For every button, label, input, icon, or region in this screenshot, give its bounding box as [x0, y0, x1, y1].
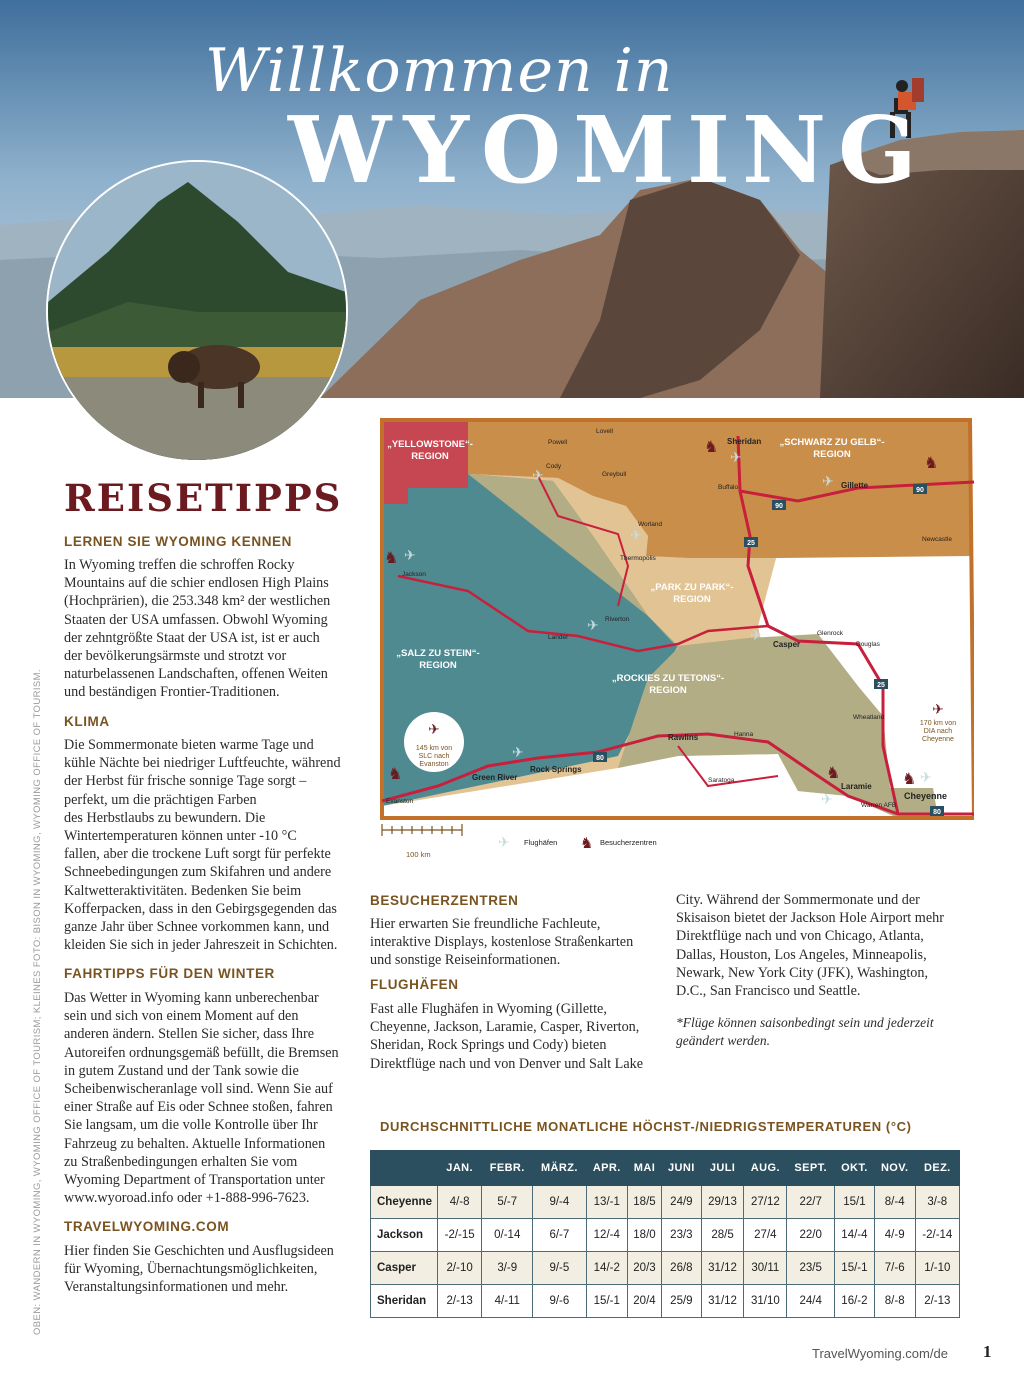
town-label: Powell [548, 439, 568, 446]
town-label: Cody [546, 463, 562, 470]
airport-icon: ✈ [532, 468, 544, 484]
temp-cell: 7/-6 [874, 1252, 915, 1285]
town-label: Thermopolis [620, 555, 656, 562]
map-region-label: REGION [649, 685, 687, 696]
temp-cell: 6/-7 [533, 1219, 586, 1252]
highway-shield: 90 [775, 503, 783, 510]
town-label: Cheyenne [904, 791, 948, 801]
map-region-label: REGION [419, 660, 457, 671]
month-header: SEPT. [787, 1151, 835, 1186]
temp-cell: 25/9 [661, 1285, 701, 1318]
airport-icon: ✈ [630, 528, 642, 544]
airport-icon: ✈ [428, 722, 440, 738]
map-scale-label: 100 km [406, 850, 431, 859]
town-label: Casper [773, 640, 801, 649]
map-region-label: REGION [411, 451, 449, 462]
airport-icon: ✈ [920, 770, 932, 786]
city-cell: Jackson [371, 1219, 438, 1252]
temp-cell: 27/4 [744, 1219, 787, 1252]
table-title: DURCHSCHNITTLICHE MONATLICHE HÖCHST-/NIEDRIGSTEMPERATUREN (°C) [380, 1119, 912, 1134]
photo-credit: OBEN: WANDERN IN WYOMING, WYOMING OFFICE OF TOURISM; KLEINES FOTO: BISON IN WYOMING, WYOMING OFFICE OF TOURISM. [32, 669, 43, 1335]
temp-cell: 16/-2 [835, 1285, 875, 1318]
temp-cell: 2/-10 [438, 1252, 482, 1285]
temp-cell: 30/11 [744, 1252, 787, 1285]
temp-cell: 20/4 [627, 1285, 661, 1318]
airport-icon: ✈ [498, 835, 510, 851]
airport-icon: ✈ [730, 450, 742, 466]
section-title: REISETIPPS [64, 476, 343, 520]
temp-cell: 2/-13 [915, 1285, 959, 1318]
temp-cell: 12/-4 [586, 1219, 627, 1252]
table-header-corner [371, 1151, 438, 1186]
map-region-label: „PARK ZU PARK“- [650, 582, 734, 593]
highway-shield: 25 [877, 682, 885, 689]
heading-winter: FAHRTIPPS FÜR DEN WINTER [64, 966, 275, 981]
legend-visitor: Besucherzentren [600, 838, 657, 847]
town-label: Wheatland [853, 714, 885, 721]
table-row [371, 1252, 960, 1285]
city-cell: Casper [371, 1252, 438, 1285]
text-besucher: Hier erwarten Sie freundliche Fachleute, interaktive Displays, kostenlose Straßenkarten und sonstige Reiseinformationen. [370, 916, 634, 969]
temp-cell: 8/-8 [874, 1285, 915, 1318]
town-label: Saratoga [708, 777, 735, 784]
airport-icon: ✈ [821, 792, 833, 808]
footer-link[interactable]: TravelWyoming.com/de [812, 1346, 948, 1361]
town-label: Hanna [734, 731, 754, 738]
temp-cell: 4/-8 [438, 1186, 482, 1219]
temp-cell: 27/12 [744, 1186, 787, 1219]
map-region-label: „SCHWARZ ZU GELB“- [779, 437, 885, 448]
temp-cell: 28/5 [701, 1219, 744, 1252]
visitor-center-icon: ♞ [704, 437, 719, 456]
month-header: DEZ. [915, 1151, 959, 1186]
month-header: AUG. [744, 1151, 787, 1186]
temp-cell: 14/-2 [586, 1252, 627, 1285]
table-row [371, 1219, 960, 1252]
town-label: Newcastle [922, 536, 952, 543]
airport-icon: ✈ [512, 745, 524, 761]
temp-cell: 9/-6 [533, 1285, 586, 1318]
map-region-label: REGION [813, 449, 851, 460]
airport-icon: ✈ [822, 474, 834, 490]
visitor-center-icon: ♞ [924, 453, 939, 472]
town-label: Gillette [841, 481, 869, 490]
temp-cell: 29/13 [701, 1186, 744, 1219]
temp-cell: 2/-13 [438, 1285, 482, 1318]
temp-cell: 23/3 [661, 1219, 701, 1252]
temp-cell: 20/3 [627, 1252, 661, 1285]
town-label: Lander [548, 634, 569, 641]
town-label: Green River [472, 773, 518, 782]
temp-cell: 18/0 [627, 1219, 661, 1252]
region-map [378, 416, 974, 864]
temp-cell: 1/-10 [915, 1252, 959, 1285]
airport-icon: ✈ [587, 618, 599, 634]
airport-icon: ✈ [932, 702, 944, 718]
map-scale-bar [382, 824, 462, 836]
table-row [371, 1285, 960, 1318]
visitor-center-icon: ♞ [580, 834, 594, 852]
visitor-center-icon: ♞ [384, 548, 399, 567]
airport-icon: ✈ [404, 548, 416, 564]
temp-cell: 9/-5 [533, 1252, 586, 1285]
table-header-row [371, 1151, 960, 1186]
highway-shield: 90 [916, 487, 924, 494]
text-winter: Das Wetter in Wyoming kann unberechenbar sein und sich von einem Moment auf den anderen ändern. Stellen Sie sicher, dass Ihre Autoreifen ordnungsgemäß befüllt, die Bremsen in gutem Zustand und der Tank sowie die Scheibenwischeranlage voll sind. Wenn Sie auf einer Straße auf Eis oder Schnee stoßen, fahren Sie langsam, um die volle Kontrolle über Ihr Fahrzeug zu behalten. Aktuelle Informationen zu Straßenbedingungen erhalten Sie vom Wyoming Department of Transportation unter www.wyoroad.info oder +1-888-996-7623. [64, 990, 339, 1207]
visitor-center-icon: ♞ [902, 769, 917, 788]
city-cell: Cheyenne [371, 1186, 438, 1219]
highway-shield: 80 [933, 809, 941, 816]
page-number: 1 [983, 1342, 992, 1361]
temp-cell: 14/-4 [835, 1219, 875, 1252]
town-label: Rawlins [668, 733, 699, 742]
airport-icon: ✈ [750, 628, 762, 644]
month-header: APR. [586, 1151, 627, 1186]
temp-cell: 22/7 [787, 1186, 835, 1219]
text-know: In Wyoming treffen die schroffen Rocky Mountains auf die schier endlosen High Plains (Hochprärien), die 253.348 km² der westlichen Staaten der USA umfassen. Obwohl Wyoming der zehntgrößte Staat der USA ist, ist er auch der bevölkerungsärmste und strotzt vor naturbelassenen Landschaften, offenen Weiten und beständigen Frontier-Traditionen. [64, 557, 331, 701]
temp-cell: 15/-1 [835, 1252, 875, 1285]
temp-cell: 8/-4 [874, 1186, 915, 1219]
text-flug-continued: City. Während der Sommermonate und der Skisaison bietet der Jackson Hole Airport mehr Direktflüge nach und von Chicago, Atlanta, Dallas, Houston, Los Angeles, Minneapolis, Newark, New York City (JFK), Washington, D.C., San Francisco und Seattle. [676, 892, 944, 1000]
month-header: NOV. [874, 1151, 915, 1186]
highway-shield: 80 [596, 755, 604, 762]
temp-cell: 4/-9 [874, 1219, 915, 1252]
temp-cell: 3/-8 [915, 1186, 959, 1219]
map-region-label: „ROCKIES ZU TETONS“- [611, 673, 725, 684]
town-label: Riverton [605, 616, 630, 623]
temp-cell: -2/-15 [438, 1219, 482, 1252]
town-label: Jackson [402, 571, 426, 578]
map-region-label: „SALZ ZU STEIN“- [396, 648, 480, 659]
visitor-center-icon: ♞ [826, 763, 841, 782]
month-header: JUNI [661, 1151, 701, 1186]
temp-cell: 15/-1 [586, 1285, 627, 1318]
flight-note: *Flüge können saisonbedingt sein und jederzeit geändert werden. [676, 1015, 934, 1049]
temp-cell: 22/0 [787, 1219, 835, 1252]
temp-cell: 4/-11 [482, 1285, 533, 1318]
temp-cell: 0/-14 [482, 1219, 533, 1252]
heading-klima: KLIMA [64, 714, 110, 729]
town-label: Evanston [386, 798, 414, 805]
month-header: OKT. [835, 1151, 875, 1186]
temperature-table [370, 1150, 960, 1318]
month-header: MÄRZ. [533, 1151, 586, 1186]
bison-photo [46, 160, 348, 462]
month-header: JULI [701, 1151, 744, 1186]
temp-cell: 24/9 [661, 1186, 701, 1219]
svg-text:145 km vonSLC nachEvanston: 145 km von SLC nach Evanston [415, 745, 453, 768]
heading-flug: FLUGHÄFEN [370, 977, 459, 992]
town-label: Worland [638, 521, 663, 528]
heading-travel: TRAVELWYOMING.COM [64, 1219, 230, 1234]
town-label: Sheridan [727, 437, 762, 446]
town-label: Lovell [596, 428, 613, 435]
town-label: Rock Springs [530, 765, 582, 774]
temp-cell: 9/-4 [533, 1186, 586, 1219]
town-label: Glenrock [817, 630, 844, 637]
city-cell: Sheridan [371, 1285, 438, 1318]
town-label: Greybull [602, 471, 627, 478]
hero-title-main: WYOMING [288, 96, 929, 204]
temp-cell: 26/8 [661, 1252, 701, 1285]
month-header: FEBR. [482, 1151, 533, 1186]
temp-cell: 13/-1 [586, 1186, 627, 1219]
table-row [371, 1186, 960, 1219]
visitor-center-icon: ♞ [388, 764, 403, 783]
text-travel: Hier finden Sie Geschichten und Ausflugsideen für Wyoming, Übernachtungsmöglichkeiten, Veranstaltungsinformationen und mehr. [64, 1243, 334, 1296]
temp-cell: -2/-14 [915, 1219, 959, 1252]
heading-know: LERNEN SIE WYOMING KENNEN [64, 534, 293, 549]
town-label: Buffalo [718, 484, 739, 491]
heading-besucher: BESUCHERZENTREN [370, 893, 519, 908]
town-label: Warren AFB [861, 802, 897, 809]
highway-shield: 25 [747, 540, 755, 547]
town-label: Douglas [856, 641, 880, 648]
legend-airports: Flughäfen [524, 838, 558, 847]
town-label: Laramie [841, 782, 872, 791]
temp-cell: 24/4 [787, 1285, 835, 1318]
map-region-label: REGION [673, 594, 711, 605]
temp-cell: 31/12 [701, 1252, 744, 1285]
text-klima: Die Sommermonate bieten warme Tage und kühle Nächte bei niedriger Luftfeuchte, während der Herbst für frische sonnige Tage sorgt – perfekt, um die prächtigen Farben des Herbstlaubs zu bewundern. Die Wintertemperaturen können unter -10 °C fallen, aber die trockene Luft sorgt für perfekte Schneebedingungen zum Skifahren und andere Kaltwetteraktivitäten. Bedenken Sie beim Kofferpacken, dass in den Gebirgsgegenden das ganze Jahr über Schnee vorkommen kann, und kleiden Sie sich in jeder Jahreszeit in Schichten. [64, 737, 341, 954]
temp-cell: 31/12 [701, 1285, 744, 1318]
map-region-label: „YELLOWSTONE“- [387, 439, 473, 450]
temp-cell: 31/10 [744, 1285, 787, 1318]
text-flug: Fast alle Flughäfen in Wyoming (Gillette, Cheyenne, Jackson, Laramie, Casper, Riverton, Sheridan, Rock Springs und Cody) bieten Direktflüge nach und von Denver und Salt Lake [370, 1001, 644, 1072]
svg-text:170 km vonDIA nachCheyenne: 170 km von DIA nach Cheyenne [919, 720, 957, 743]
temp-cell: 3/-9 [482, 1252, 533, 1285]
month-header: MAI [627, 1151, 661, 1186]
hero-title-script: Willkommen in [205, 36, 674, 106]
temp-cell: 15/1 [835, 1186, 875, 1219]
month-header: JAN. [438, 1151, 482, 1186]
temp-cell: 18/5 [627, 1186, 661, 1219]
temp-cell: 5/-7 [482, 1186, 533, 1219]
temp-cell: 23/5 [787, 1252, 835, 1285]
